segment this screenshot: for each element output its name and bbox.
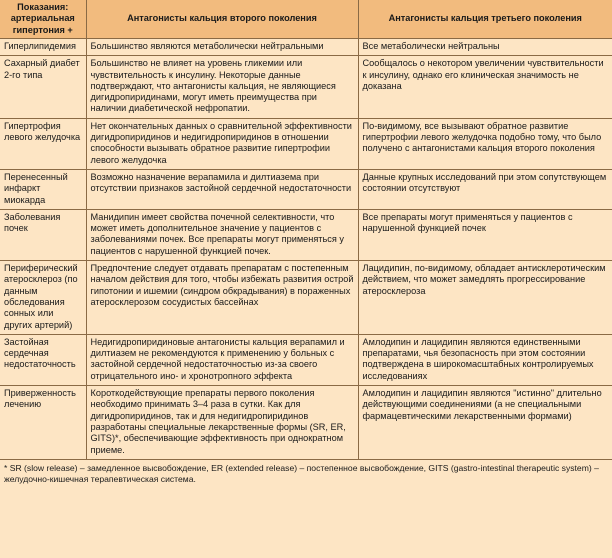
- third-generation-cell: Сообщалось о некотором увеличении чувствительности к инсулину, однако его клиническая значимость не доказана: [358, 56, 612, 118]
- second-generation-cell: Предпочтение следует отдавать препаратам с постепенным началом действия для того, чтобы избежать развития острой гипотонии и ишемии (синдром обкрадывания) в пораженных атеросклерозом сосудистых бассейнах: [86, 261, 358, 335]
- second-generation-cell: Возможно назначение верапамила и дилтиазема при отсутствии признаков застойной сердечной недостаточности: [86, 169, 358, 209]
- table-row: [0, 386, 612, 460]
- third-generation-cell: Все метаболически нейтральны: [358, 39, 612, 56]
- table-row: [0, 209, 612, 260]
- indication-cell: Застойная сердечная недостаточность: [0, 334, 86, 385]
- indication-cell: Приверженность лечению: [0, 386, 86, 460]
- third-generation-cell: Лацидипин, по-видимому, обладает антисклеротическим действием, что может замедлять прогрессирование атеросклероза: [358, 261, 612, 335]
- table-row: [0, 169, 612, 209]
- table-row: [0, 56, 612, 118]
- third-generation-cell: Все препараты могут применяться у пациентов с нарушенной функцией почек: [358, 209, 612, 260]
- second-generation-cell: Манидипин имеет свойства почечной селективности, что может иметь дополнительное значение у пациентов с заболеваниями почек. Все препараты могут применяться у пациентов с нарушенной функцией почек.: [86, 209, 358, 260]
- indication-cell: Заболевания почек: [0, 209, 86, 260]
- third-generation-cell: Амлодипин и лацидипин являются "истинно" длительно действующими соединениями (а не специальными фармацевтическими лекарственными формами): [358, 386, 612, 460]
- indication-cell: Гиперлипидемия: [0, 39, 86, 56]
- table-row: [0, 261, 612, 335]
- second-generation-cell: Недигидропиридиновые антагонисты кальция верапамил и дилтиазем не рекомендуются к применению у больных с застойной сердечной недостаточностью из-за своего отрицательного ино- и хронотропного эффекта: [86, 334, 358, 385]
- third-generation-cell: По-видимому, все вызывают обратное развитие гипертрофии левого желудочка подобно тому, что было получено с антагонистами кальция второго поколения: [358, 118, 612, 169]
- table-row: [0, 334, 612, 385]
- second-generation-cell: Большинство являются метаболически нейтральными: [86, 39, 358, 56]
- header-indication: Показания: артериальная гипертония +: [0, 0, 86, 39]
- header-third-generation: Антагонисты кальция третьего поколения: [358, 0, 612, 39]
- second-generation-cell: Нет окончательных данных о сравнительной эффективности дигидропиридинов и недигидропиридинов в отношении способности вызывать обратное развитие гипертрофии левого желудочка: [86, 118, 358, 169]
- second-generation-cell: Большинство не влияет на уровень гликемии или чувствительность к инсулину. Некоторые данные подтверждают, что антагонисты кальция, не являющиеся дигидропиридинами, могут иметь преимущества при наличии диабетической нефропатии.: [86, 56, 358, 118]
- header-second-generation: Антагонисты кальция второго поколения: [86, 0, 358, 39]
- indication-cell: Перенесенный инфаркт миокарда: [0, 169, 86, 209]
- table-header-row: [0, 0, 612, 39]
- second-generation-cell: Короткодействующие препараты первого поколения необходимо принимать 3–4 раза в сутки. Как для дигидропиридинов, так и для недигидропиридинов разработаны специальные лекарственные формы (SR, ER, GITS)*, обеспечивающие эффективность при однократном приеме.: [86, 386, 358, 460]
- footnote: * SR (slow release) – замедленное высвобождение, ER (extended release) – постепенное высвобождение, GITS (gastro-intestinal therapeutic system) – желудочно-кишечная терапевтическая система.: [4, 462, 599, 484]
- indication-cell: Гипертрофия левого желудочка: [0, 118, 86, 169]
- table-row: [0, 118, 612, 169]
- third-generation-cell: Данные крупных исследований при этом сопутствующем состоянии отсутствуют: [358, 169, 612, 209]
- indication-cell: Сахарный диабет 2-го типа: [0, 56, 86, 118]
- third-generation-cell: Амлодипин и лацидипин являются единственными препаратами, чья безопасность при этом состоянии подтверждена в широкомасштабных контролируемых исследованиях: [358, 334, 612, 385]
- table-row: [0, 39, 612, 56]
- indication-cell: Периферический атеросклероз (по данным обследования сонных или других артерий): [0, 261, 86, 335]
